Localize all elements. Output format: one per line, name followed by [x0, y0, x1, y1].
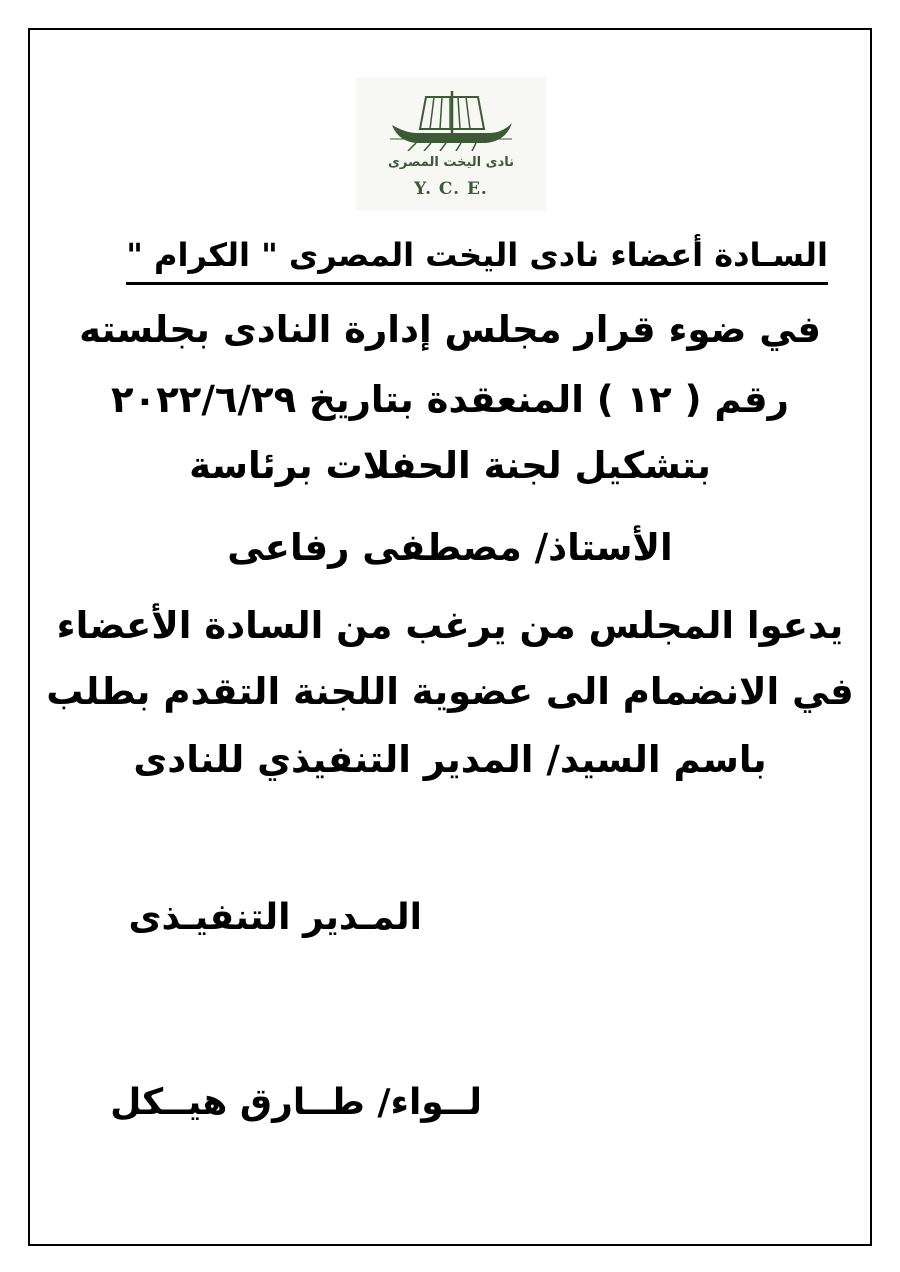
body-line-5: يدعوا المجلس من يرغب من السادة الأعضاء	[56, 604, 844, 647]
ship-icon	[386, 89, 516, 151]
logo-arabic-name: نادى اليخت المصرى	[387, 155, 515, 170]
logo-latin-initials: Y. C. E.	[414, 179, 488, 199]
body-line-1: في ضوء قرار مجلس إدارة النادى بجلسته	[79, 308, 821, 351]
document-title: السـادة أعضاء نادى اليخت المصرى " الكرام "	[126, 232, 828, 285]
club-logo	[356, 77, 546, 211]
body-line-7: باسم السيد/ المدير التنفيذي للنادى	[133, 738, 767, 781]
body-line-2: رقم ( ١٢ ) المنعقدة بتاريخ ٢٠٢٢/٦/٢٩	[111, 378, 789, 421]
body-line-4: الأستاذ/ مصطفى رفاعى	[227, 526, 673, 569]
body-line-6: في الانضمام الى عضوية اللجنة التقدم بطلب	[46, 670, 854, 713]
body-line-3: بتشكيل لجنة الحفلات برئاسة	[189, 444, 711, 487]
signature-name: لــواء/ طــارق هيــكل	[110, 1082, 482, 1123]
signature-position: المـدير التنفيـذى	[128, 897, 422, 938]
